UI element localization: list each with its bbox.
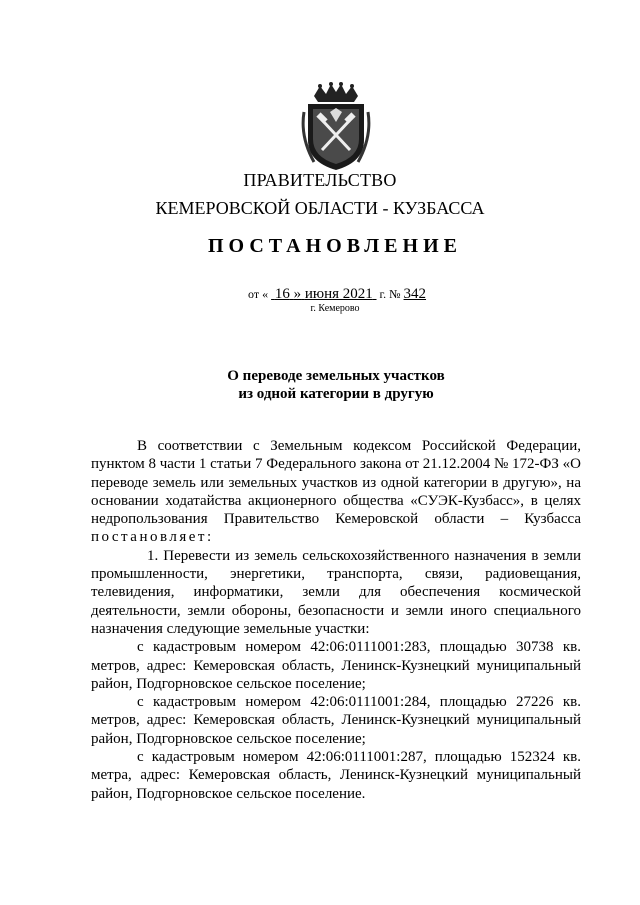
year-suffix: г. (379, 287, 387, 301)
plot-paragraph-1: с кадастровым номером 42:06:0111001:283, площадью 30738 кв. метров, адрес: Кемеровская область, Ленинск-Кузнецкий муниципальный район, Подгорновское сельское поселение; (91, 639, 581, 692)
date-separator: » (293, 286, 302, 302)
item-1-paragraph: 1. Перевести из земель сельскохозяйственного назначения в земли промышленности, энергетики, транспорта, связи, радиовещания, телевидения, информатики, земли для обеспечения космической деятельности, земли обороны, безопасности и земли иного специального назначения следующие земельные участки: (91, 547, 581, 637)
government-title: ПРАВИТЕЛЬСТВО (243, 170, 397, 190)
document-number: 342 (403, 286, 427, 302)
date-number-line (248, 286, 426, 303)
decree-word: постановляет: (91, 529, 214, 546)
document-body (91, 437, 581, 803)
subject-line-1: О переводе земельных участков (227, 368, 445, 384)
date-month-year: июня 2021 (304, 286, 373, 302)
date-prefix: от « (248, 287, 269, 301)
intro-paragraph: В соответствии с Земельным кодексом Российской Федерации, пунктом 8 части 1 статьи 7 Федерального закона от 21.12.2004 № 172-ФЗ «О переводе земель или земельных участков из одной категории в другую», на основании ходатайства акционерного общества «СУЭК-Кузбасс», в целях недропользования Правительство Кемеровской области – Кузбасса постановляет: (91, 438, 581, 546)
plot-paragraph-3: с кадастровым номером 42:06:0111001:287, площадью 152324 кв. метра, адрес: Кемеровская область, Ленинск-Кузнецкий муниципальный район, Подгорновское сельское поселение. (91, 749, 581, 802)
city-line: г. Кемерово (310, 303, 360, 314)
document-type-title: ПОСТАНОВЛЕНИЕ (208, 235, 462, 257)
kuzbass-coat-of-arms-icon (300, 82, 372, 172)
region-title: КЕМЕРОВСКОЙ ОБЛАСТИ - КУЗБАССА (155, 198, 485, 218)
subject-line-2: из одной категории в другую (238, 386, 434, 402)
number-sign: № (389, 287, 401, 301)
plot-paragraph-2: с кадастровым номером 42:06:0111001:284, площадью 27226 кв. метров, адрес: Кемеровская область, Ленинск-Кузнецкий муниципальный район, Подгорновское сельское поселение; (91, 694, 581, 747)
date-day: 16 » июня 2021 (274, 286, 373, 302)
